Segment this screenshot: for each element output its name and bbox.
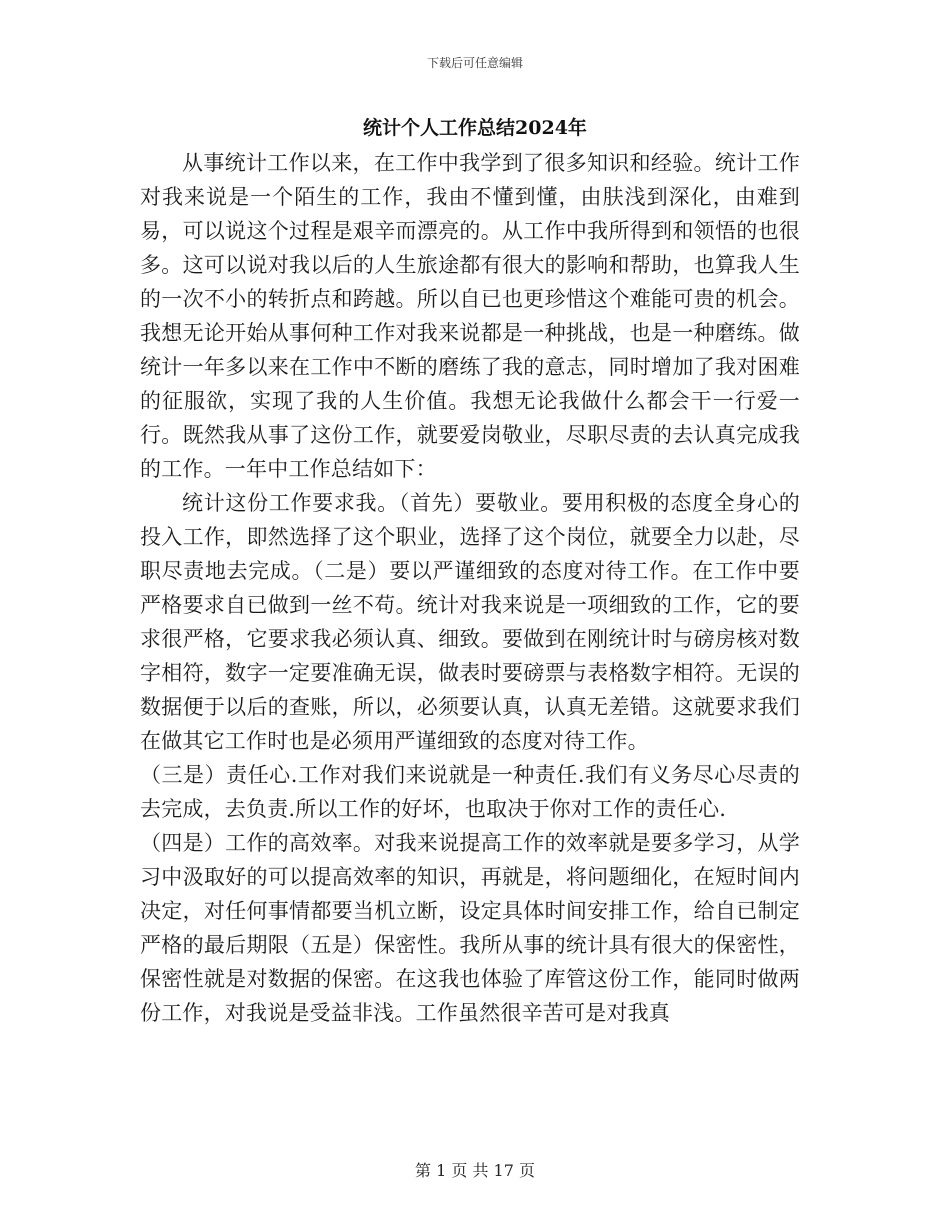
document-body	[140, 146, 800, 1030]
page-number: 第 1 页 共 17 页	[415, 1161, 535, 1180]
paragraph: （四是）工作的高效率。对我来说提高工作的效率就是要多学习，从学习中汲取好的可以提高效率的知识，再就是，将问题细化，在短时间内决定，对任何事情都要当机立断，设定具体时间安排工作，给自已制定严格的最后期限（五是）保密性。我所从事的统计具有很大的保密性，保密性就是对数据的保密。在这我也体验了库管这份工作，能同时做两份工作，对我说是受益非浅。工作虽然很辛苦可是对我真	[140, 831, 800, 1025]
document-title: 统计个人工作总结2024年	[363, 117, 587, 139]
paragraph: （三是）责任心.工作对我们来说就是一种责任.我们有义务尽心尽责的去完成，去负责.所以工作的好坏，也取决于你对工作的责任心.	[140, 763, 800, 821]
header-note: 下载后可任意编辑	[426, 56, 523, 70]
paragraph: 从事统计工作以来，在工作中我学到了很多知识和经验。统计工作对我来说是一个陌生的工作，我由不懂到懂，由肤浅到深化，由难到易，可以说这个过程是艰辛而漂亮的。从工作中我所得到和领悟的也很多。这可以说对我以后的人生旅途都有很大的影响和帮助，也算我人生的一次不小的转折点和跨越。所以自已也更珍惜这个难能可贵的机会。我想无论开始从事何种工作对我来说都是一种挑战，也是一种磨练。做统计一年多以来在工作中不断的磨练了我的意志，同时增加了我对困难的征服欲，实现了我的人生价值。我想无论我做什么都会干一行爱一行。既然我从事了这份工作，就要爱岗敬业，尽职尽责的去认真完成我的工作。一年中工作总结如下：	[140, 151, 800, 481]
paragraph: 统计这份工作要求我。（首先）要敬业。要用积极的态度全身心的投入工作，即然选择了这个职业，选择了这个岗位，就要全力以赴，尽职尽责地去完成。（二是）要以严谨细致的态度对待工作。在工作中要严格要求自已做到一丝不苟。统计对我来说是一项细致的工作，它的要求很严格，它要求我必须认真、细致。要做到在刚统计时与磅房核对数字相符，数字一定要准确无误，做表时要磅票与表格数字相符。无误的数据便于以后的查账，所以，必须要认真，认真无差错。这就要求我们在做其它工作时也是必须用严谨细致的态度对待工作。	[140, 491, 800, 753]
